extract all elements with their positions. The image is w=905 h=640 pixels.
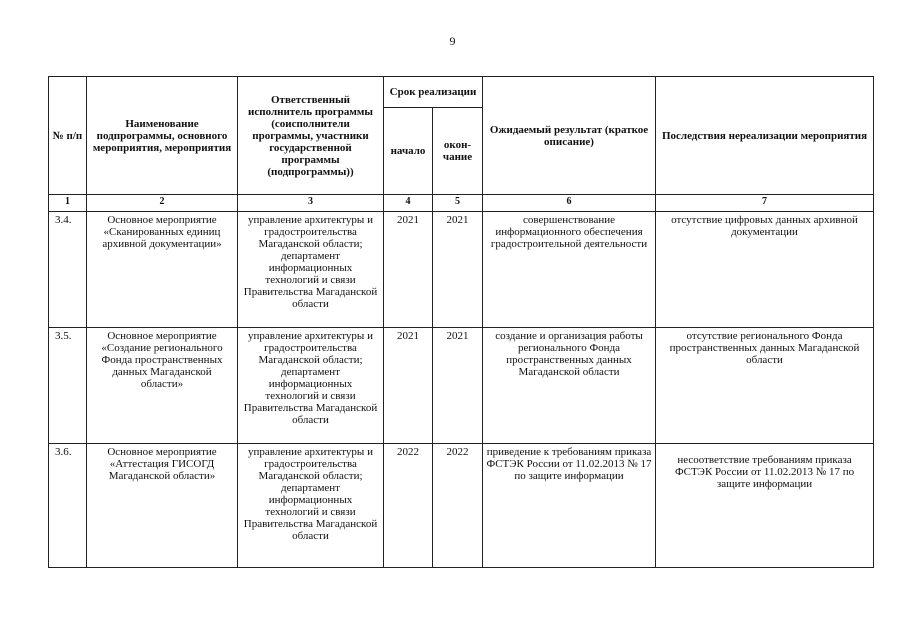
measure-name: Основное мероприятие «Создание регионального Фонда пространственных данных Магаданской области»: [87, 328, 238, 444]
measure-executor: управление архитектуры и градостроительства Магаданской области; департамент информационных технологий и связи Правительства Магаданской области: [238, 444, 384, 568]
row-number: 3.4.: [49, 212, 87, 328]
non-implementation-consequences: отсутствие цифровых данных архивной документации: [656, 212, 874, 328]
column-number: 2: [87, 195, 238, 212]
header-row: [49, 77, 874, 108]
header-end: окон-чание: [433, 108, 483, 195]
column-number: 3: [238, 195, 384, 212]
table-row: [49, 444, 874, 568]
header-name: Наименование подпрограммы, основного мероприятия, мероприятия: [87, 77, 238, 195]
measure-executor: управление архитектуры и градостроительства Магаданской области; департамент информационных технологий и связи Правительства Магаданской области: [238, 212, 384, 328]
row-number: 3.6.: [49, 444, 87, 568]
term-end: 2021: [433, 212, 483, 328]
row-number: 3.5.: [49, 328, 87, 444]
measure-executor: управление архитектуры и градостроительства Магаданской области; департамент информационных технологий и связи Правительства Магаданской области: [238, 328, 384, 444]
expected-result: создание и организация работы регионального Фонда пространственных данных Магаданской области: [483, 328, 656, 444]
non-implementation-consequences: несоответствие требованиям приказа ФСТЭК России от 11.02.2013 № 17 по защите информации: [656, 444, 874, 568]
header-start: начало: [384, 108, 433, 195]
term-end: 2021: [433, 328, 483, 444]
column-number: 6: [483, 195, 656, 212]
program-measures-table: [48, 76, 874, 568]
table-row: [49, 328, 874, 444]
header-consequences: Последствия нереализации мероприятия: [656, 77, 874, 195]
expected-result: совершенствование информационного обеспечения градостроительной деятельности: [483, 212, 656, 328]
column-number: 4: [384, 195, 433, 212]
term-start: 2022: [384, 444, 433, 568]
expected-result: приведение к требованиям приказа ФСТЭК России от 11.02.2013 № 17 по защите информации: [483, 444, 656, 568]
table-row: [49, 212, 874, 328]
header-term: Срок реализации: [384, 77, 483, 108]
non-implementation-consequences: отсутствие регионального Фонда пространственных данных Магаданской области: [656, 328, 874, 444]
term-start: 2021: [384, 328, 433, 444]
column-number: 7: [656, 195, 874, 212]
column-number: 1: [49, 195, 87, 212]
header-num: № п/п: [49, 77, 87, 195]
column-numbers-row: [49, 195, 874, 212]
column-number: 5: [433, 195, 483, 212]
page-number: 9: [449, 34, 456, 48]
term-start: 2021: [384, 212, 433, 328]
term-end: 2022: [433, 444, 483, 568]
header-result: Ожидаемый результат (краткое описание): [483, 77, 656, 195]
header-executor: Ответственный исполнитель программы (соисполнители программы, участники государственной программы (подпрограммы)): [238, 77, 384, 195]
measure-name: Основное мероприятие «Сканированных единиц архивной документации»: [87, 212, 238, 328]
measure-name: Основное мероприятие «Аттестация ГИСОГД Магаданской области»: [87, 444, 238, 568]
